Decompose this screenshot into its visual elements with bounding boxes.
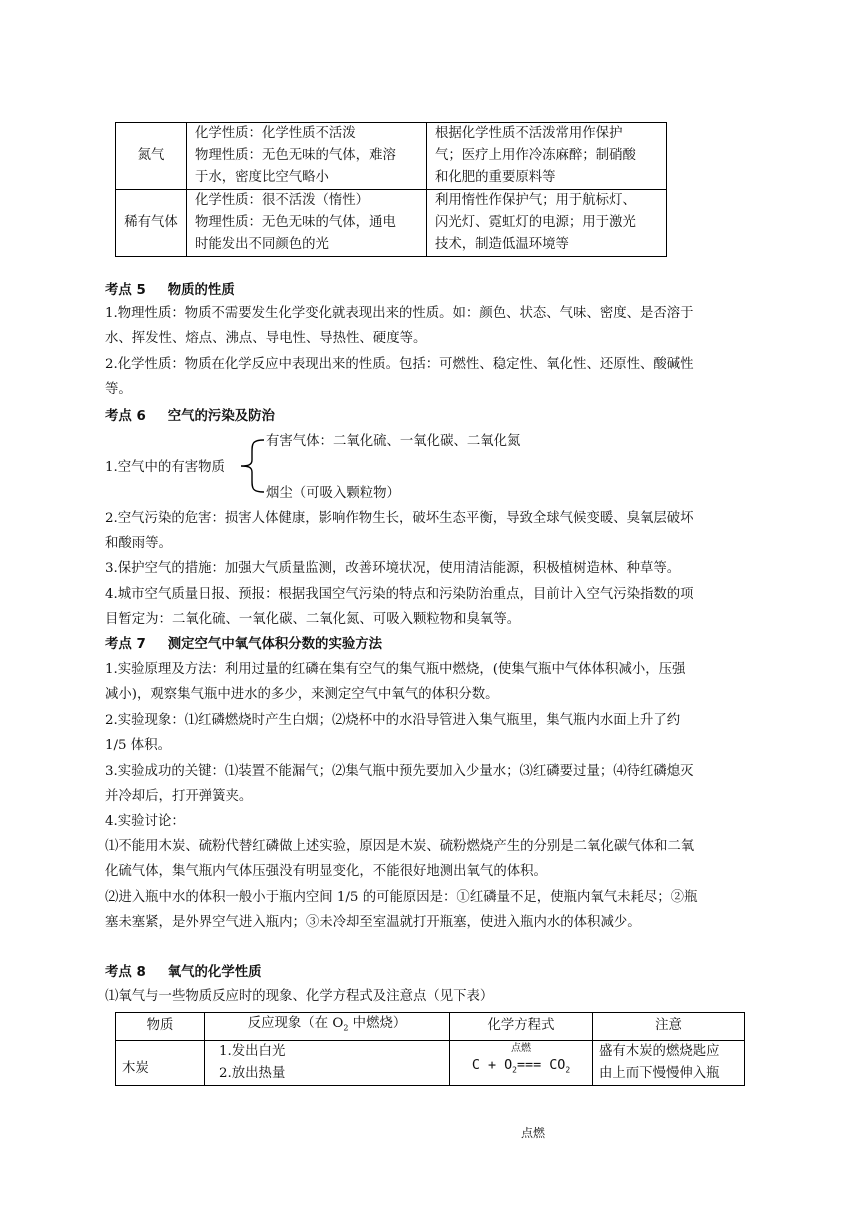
paragraph-line: 2.空气污染的危害：损害人体健康，影响作物生长，破坏生态平衡，导致全球气候变暖、臭氧层破坏 [105,511,694,526]
dust-text: 烟尘（可吸入颗粒物） [266,486,400,501]
paragraph-line: 减小)，观察集气瓶中进水的多少，来测定空气中氧气的体积分数。 [105,687,499,702]
note-cell [593,1040,745,1085]
section-label: 考点 6 [105,409,146,424]
header-phenomenon [205,1013,450,1041]
use-line: 利用惰性作保护气；用于航标灯、 [435,193,636,208]
header-text: 反应现象（在 O [247,1016,344,1031]
paragraph-line: 和酸雨等。 [105,536,172,551]
note-line: 盛有木炭的燃烧匙应 [599,1043,720,1059]
table-header-row [116,1013,745,1041]
paragraph-line: 水、挥发性、熔点、沸点、导电性、导热性、硬度等。 [105,331,427,346]
substance-name: 木炭 [122,1060,149,1076]
subscript: 2 [512,1066,517,1075]
harmful-gas-text: 有害气体：二氧化硫、一氧化碳、二氧化氮 [266,434,521,449]
paragraph-line: 等。 [105,382,132,397]
gas-properties [187,190,427,257]
use-line: 技术，制造低温环境等 [435,237,569,252]
header-substance: 物质 [116,1013,205,1041]
paragraph-line: 并冷却后，打开弹簧夹。 [105,789,253,804]
property-line: 物理性质：无色无味的气体，通电 [195,215,396,230]
header-note: 注意 [593,1013,745,1041]
table-intro: ⑴氧气与一些物质反应时的现象、化学方程式及注意点（见下表） [105,989,494,1004]
section-heading-k5 [105,282,235,300]
use-line: 气；医疗上用作冷冻麻醉；制硝酸 [435,148,636,163]
equation-cell [450,1040,593,1085]
use-line: 根据化学性质不活泼常用作保护 [435,126,623,141]
gas-name: 稀有气体 [116,190,187,257]
header-text: 中燃烧） [348,1016,407,1031]
reaction-condition: 点燃 [511,1043,531,1055]
section-label: 考点 7 [105,637,146,652]
section-heading-k6 [105,408,275,426]
property-line: 于水，密度比空气略小 [195,170,329,185]
paragraph-line: 4.城市空气质量日报、预报：根据我国空气污染的特点和污染防治重点，目前计入空气污染指数的项 [105,587,694,602]
phenomenon-line: 2.放出热量 [219,1065,286,1081]
gas-properties-table [115,122,667,257]
section-label: 考点 8 [105,965,146,980]
paragraph-line: 1/5 体积。 [105,738,171,753]
paragraph-line: 1.物理性质：物质不需要发生化学变化就表现出来的性质。如：颜色、状态、气味、密度、是否溶于 [105,306,694,321]
paragraph-line: 2.实验现象：⑴红磷燃烧时产生白烟；⑵烧杯中的水沿导管进入集气瓶里，集气瓶内水面上升了约 [105,713,681,728]
paragraph-line: 目暂定为：二氧化硫、一氧化碳、二氧化氮、可吸入颗粒物和臭氧等。 [105,612,521,627]
section-title: 空气的污染及防治 [167,409,275,424]
reaction-condition-footer: 点燃 [521,1126,546,1140]
harmful-substances-label: 1.空气中的有害物质 [105,460,225,475]
paragraph-line: 塞未塞紧，是外界空气进入瓶内；③未冷却至室温就打开瓶塞，使进入瓶内水的体积减少。 [105,915,641,930]
phenomenon-line: 1.发出白光 [219,1043,286,1059]
table-row [116,190,667,257]
phenomenon-cell [205,1040,450,1085]
paragraph-line: ⑵进入瓶中水的体积一般小于瓶内空间 1/5 的可能原因是：①红磷量不足，使瓶内氧气未耗尽；②瓶 [105,890,698,905]
substance-cell [116,1040,205,1085]
equation-part: === CO [516,1058,566,1074]
header-equation: 化学方程式 [450,1013,593,1041]
section-label: 考点 5 [105,283,146,298]
paragraph-line: 3.实验成功的关键：⑴装置不能漏气；⑵集气瓶中预先要加入少量水；⑶红磷要过量；⑷待红磷熄灭 [105,764,694,779]
use-line: 和化肥的重要原料等 [435,170,556,185]
paragraph-line: 2.化学性质：物质在化学反应中表现出来的性质。包括：可燃性、稳定性、氧化性、还原性、酸碱性 [105,357,694,372]
property-line: 时能发出不同颜色的光 [195,237,329,252]
section-title: 氧气的化学性质 [167,965,262,980]
use-line: 闪光灯、霓虹灯的电源；用于激光 [435,215,636,230]
section-title: 物质的性质 [167,283,235,298]
table-row [116,123,667,190]
gas-properties [187,123,427,190]
curly-brace-icon [238,438,266,494]
paragraph-line: 3.保护空气的措施：加强大气质量监测，改善环境状况，使用清洁能源，积极植树造林、种草等。 [105,561,681,576]
section-title: 测定空气中氧气体积分数的实验方法 [167,637,383,652]
section-heading-k8 [105,964,262,982]
property-line: 物理性质：无色无味的气体，难溶 [195,148,396,163]
subscript: 2 [565,1066,571,1075]
paragraph-line: 4.实验讨论： [105,814,185,829]
table-row [116,1040,745,1085]
gas-uses [427,123,667,190]
paragraph-line: 1.实验原理及方法：利用过量的红磷在集有空气的集气瓶中燃烧，(使集气瓶中气体体积减小，压强 [105,662,686,677]
property-line: 化学性质：很不活泼（惰性） [195,193,370,208]
paragraph-line: ⑴不能用木炭、硫粉代替红磷做上述实验，原因是木炭、硫粉燃烧产生的分别是二氧化碳气体和二氧 [105,839,695,854]
equation-part: C + O [471,1058,513,1074]
property-line: 化学性质：化学性质不活泼 [195,126,356,141]
section-heading-k7 [105,636,382,654]
gas-name: 氮气 [116,123,187,190]
oxygen-reaction-table [115,1012,745,1086]
subscript: 2 [343,1023,349,1033]
gas-uses [427,190,667,257]
note-line: 由上而下慢慢伸入瓶 [599,1065,720,1081]
paragraph-line: 化硫气体，集气瓶内气体压强没有明显变化，不能很好地测出氧气的体积。 [105,864,547,879]
